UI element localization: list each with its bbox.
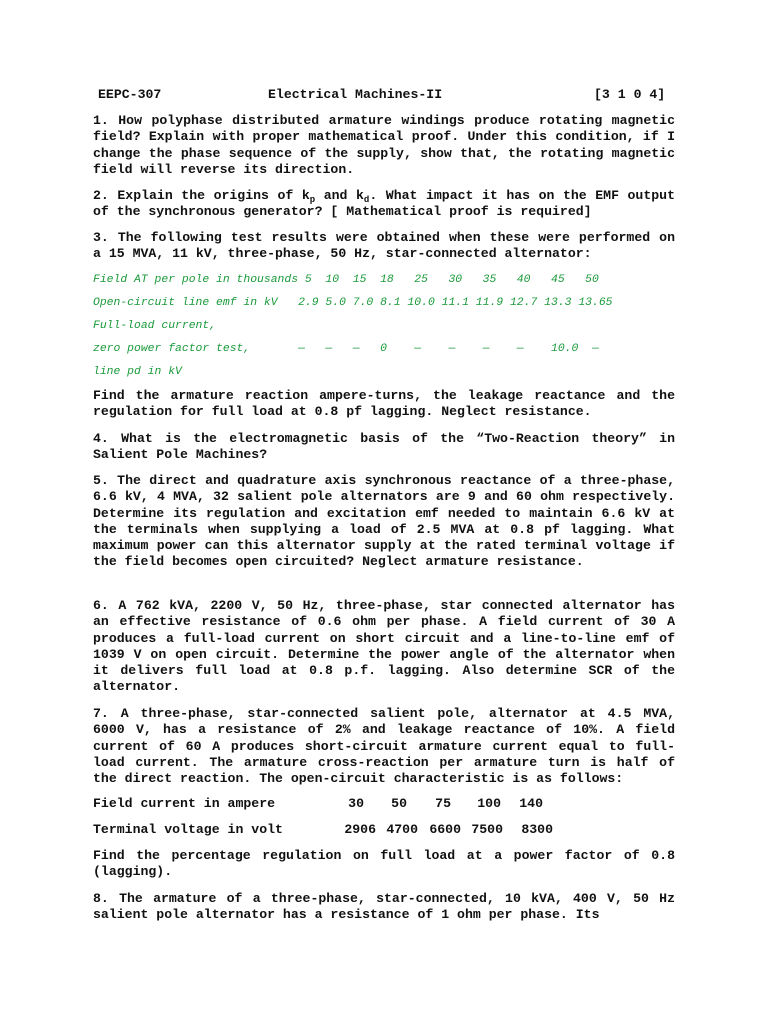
paper-header	[98, 87, 670, 103]
q3-table-row-full-load-current: Full-load current,	[93, 320, 217, 332]
q7-field-current-value: 100	[477, 796, 501, 811]
question-3: 3. The following test results were obtained when these were performed on a 15 MVA, 11 kV, three-phase, 50 Hz, star-connected alternator:	[93, 230, 675, 262]
question-5: 5. The direct and quadrature axis synchronous reactance of a three-phase, 6.6 kV, 4 MVA, 32 salient pole alternators are 9 and 60 ohm respectively. Determine its regulation and excitation emf needed to maintain 6.6 kV at the terminals when supplying a load of 2.5 MVA at 0.8 pf lagging. What maximum power can this alternator supply at the rated terminal voltage if the field becomes open circuited? Neglect armature resistance.	[93, 473, 675, 570]
q7-terminal-voltage-value: 2906	[344, 822, 376, 837]
question-2-text-a: 2. Explain the origins of k	[93, 188, 310, 203]
course-title: Electrical Machines-II	[268, 87, 443, 102]
q7-field-current-value: 30	[348, 796, 364, 811]
q7-field-current-value: 75	[435, 796, 451, 811]
q7-field-current-value: 50	[391, 796, 407, 811]
q3-table-row-field-at: Field AT per pole in thousands 5 10 15 18 25 30 35 40 45 50	[93, 274, 599, 286]
question-3-find: Find the armature reaction ampere-turns, the leakage reactance and the regulation for full load at 0.8 pf lagging. Neglect resistance.	[93, 388, 675, 420]
q3-table-row-line-pd: line pd in kV	[93, 366, 182, 378]
q3-table-row-oc-emf: Open-circuit line emf in kV 2.9 5.0 7.0 8.1 10.0 11.1 11.9 12.7 13.3 13.65	[93, 297, 613, 309]
q7-field-current-value: 140	[519, 796, 543, 811]
question-8: 8. The armature of a three-phase, star-connected, 10 kVA, 400 V, 50 Hz salient pole alternator has a resistance of 1 ohm per phase. Its	[93, 891, 675, 923]
q7-table-row-terminal-voltage	[93, 822, 593, 838]
question-6: 6. A 762 kVA, 2200 V, 50 Hz, three-phase, star connected alternator has an effective resistance of 0.6 ohm per phase. A field current of 30 A produces a full-load current on short circuit and a line-to-line emf of 1039 V on open circuit. Determine the power angle of the alternator when it delivers full load at 0.8 p.f. lagging. Also determine SCR of the alternator.	[93, 598, 675, 695]
course-credits: [3 1 0 4]	[594, 87, 666, 102]
q3-table-row-zpf-test: zero power factor test, — — — 0 — — — — 10.0 —	[93, 343, 599, 355]
question-2-subscript-d: d	[363, 195, 370, 205]
question-7: 7. A three-phase, star-connected salient pole, alternator at 4.5 MVA, 6000 V, has a resistance of 2% and leakage reactance of 10%. A field current of 60 A produces short-circuit armature current equal to full-load current. The armature cross-reaction per armature turn is half of the direct reaction. The open-circuit characteristic is as follows:	[93, 706, 675, 787]
q7-terminal-voltage-value: 7500	[471, 822, 503, 837]
question-7-find: Find the percentage regulation on full load at a power factor of 0.8 (lagging).	[93, 848, 675, 880]
q7-terminal-voltage-value: 4700	[386, 822, 418, 837]
q7-terminal-voltage-value: 6600	[429, 822, 461, 837]
q7-field-current-label: Field current in ampere	[93, 796, 276, 811]
question-1: 1. How polyphase distributed armature windings produce rotating magnetic field? Explain with proper mathematical proof. Under this condition, if I change the phase sequence of the supply, show that, the rotating magnetic field will reverse its direction.	[93, 113, 675, 177]
question-2-text-b: and k	[315, 188, 364, 203]
question-2-text-c: . What impact it has on the EMF output of the synchronous generator? [ Mathematical proof is required]	[93, 188, 676, 220]
q7-terminal-voltage-label: Terminal voltage in volt	[93, 822, 283, 837]
question-4: 4. What is the electromagnetic basis of the “Two-Reaction theory” in Salient Pole Machines?	[93, 431, 675, 463]
q7-table-row-field-current	[93, 796, 593, 812]
question-2-subscript-p: p	[309, 195, 316, 205]
course-code: EEPC-307	[98, 87, 162, 102]
question-2	[93, 188, 675, 221]
q7-terminal-voltage-value: 8300	[521, 822, 553, 837]
